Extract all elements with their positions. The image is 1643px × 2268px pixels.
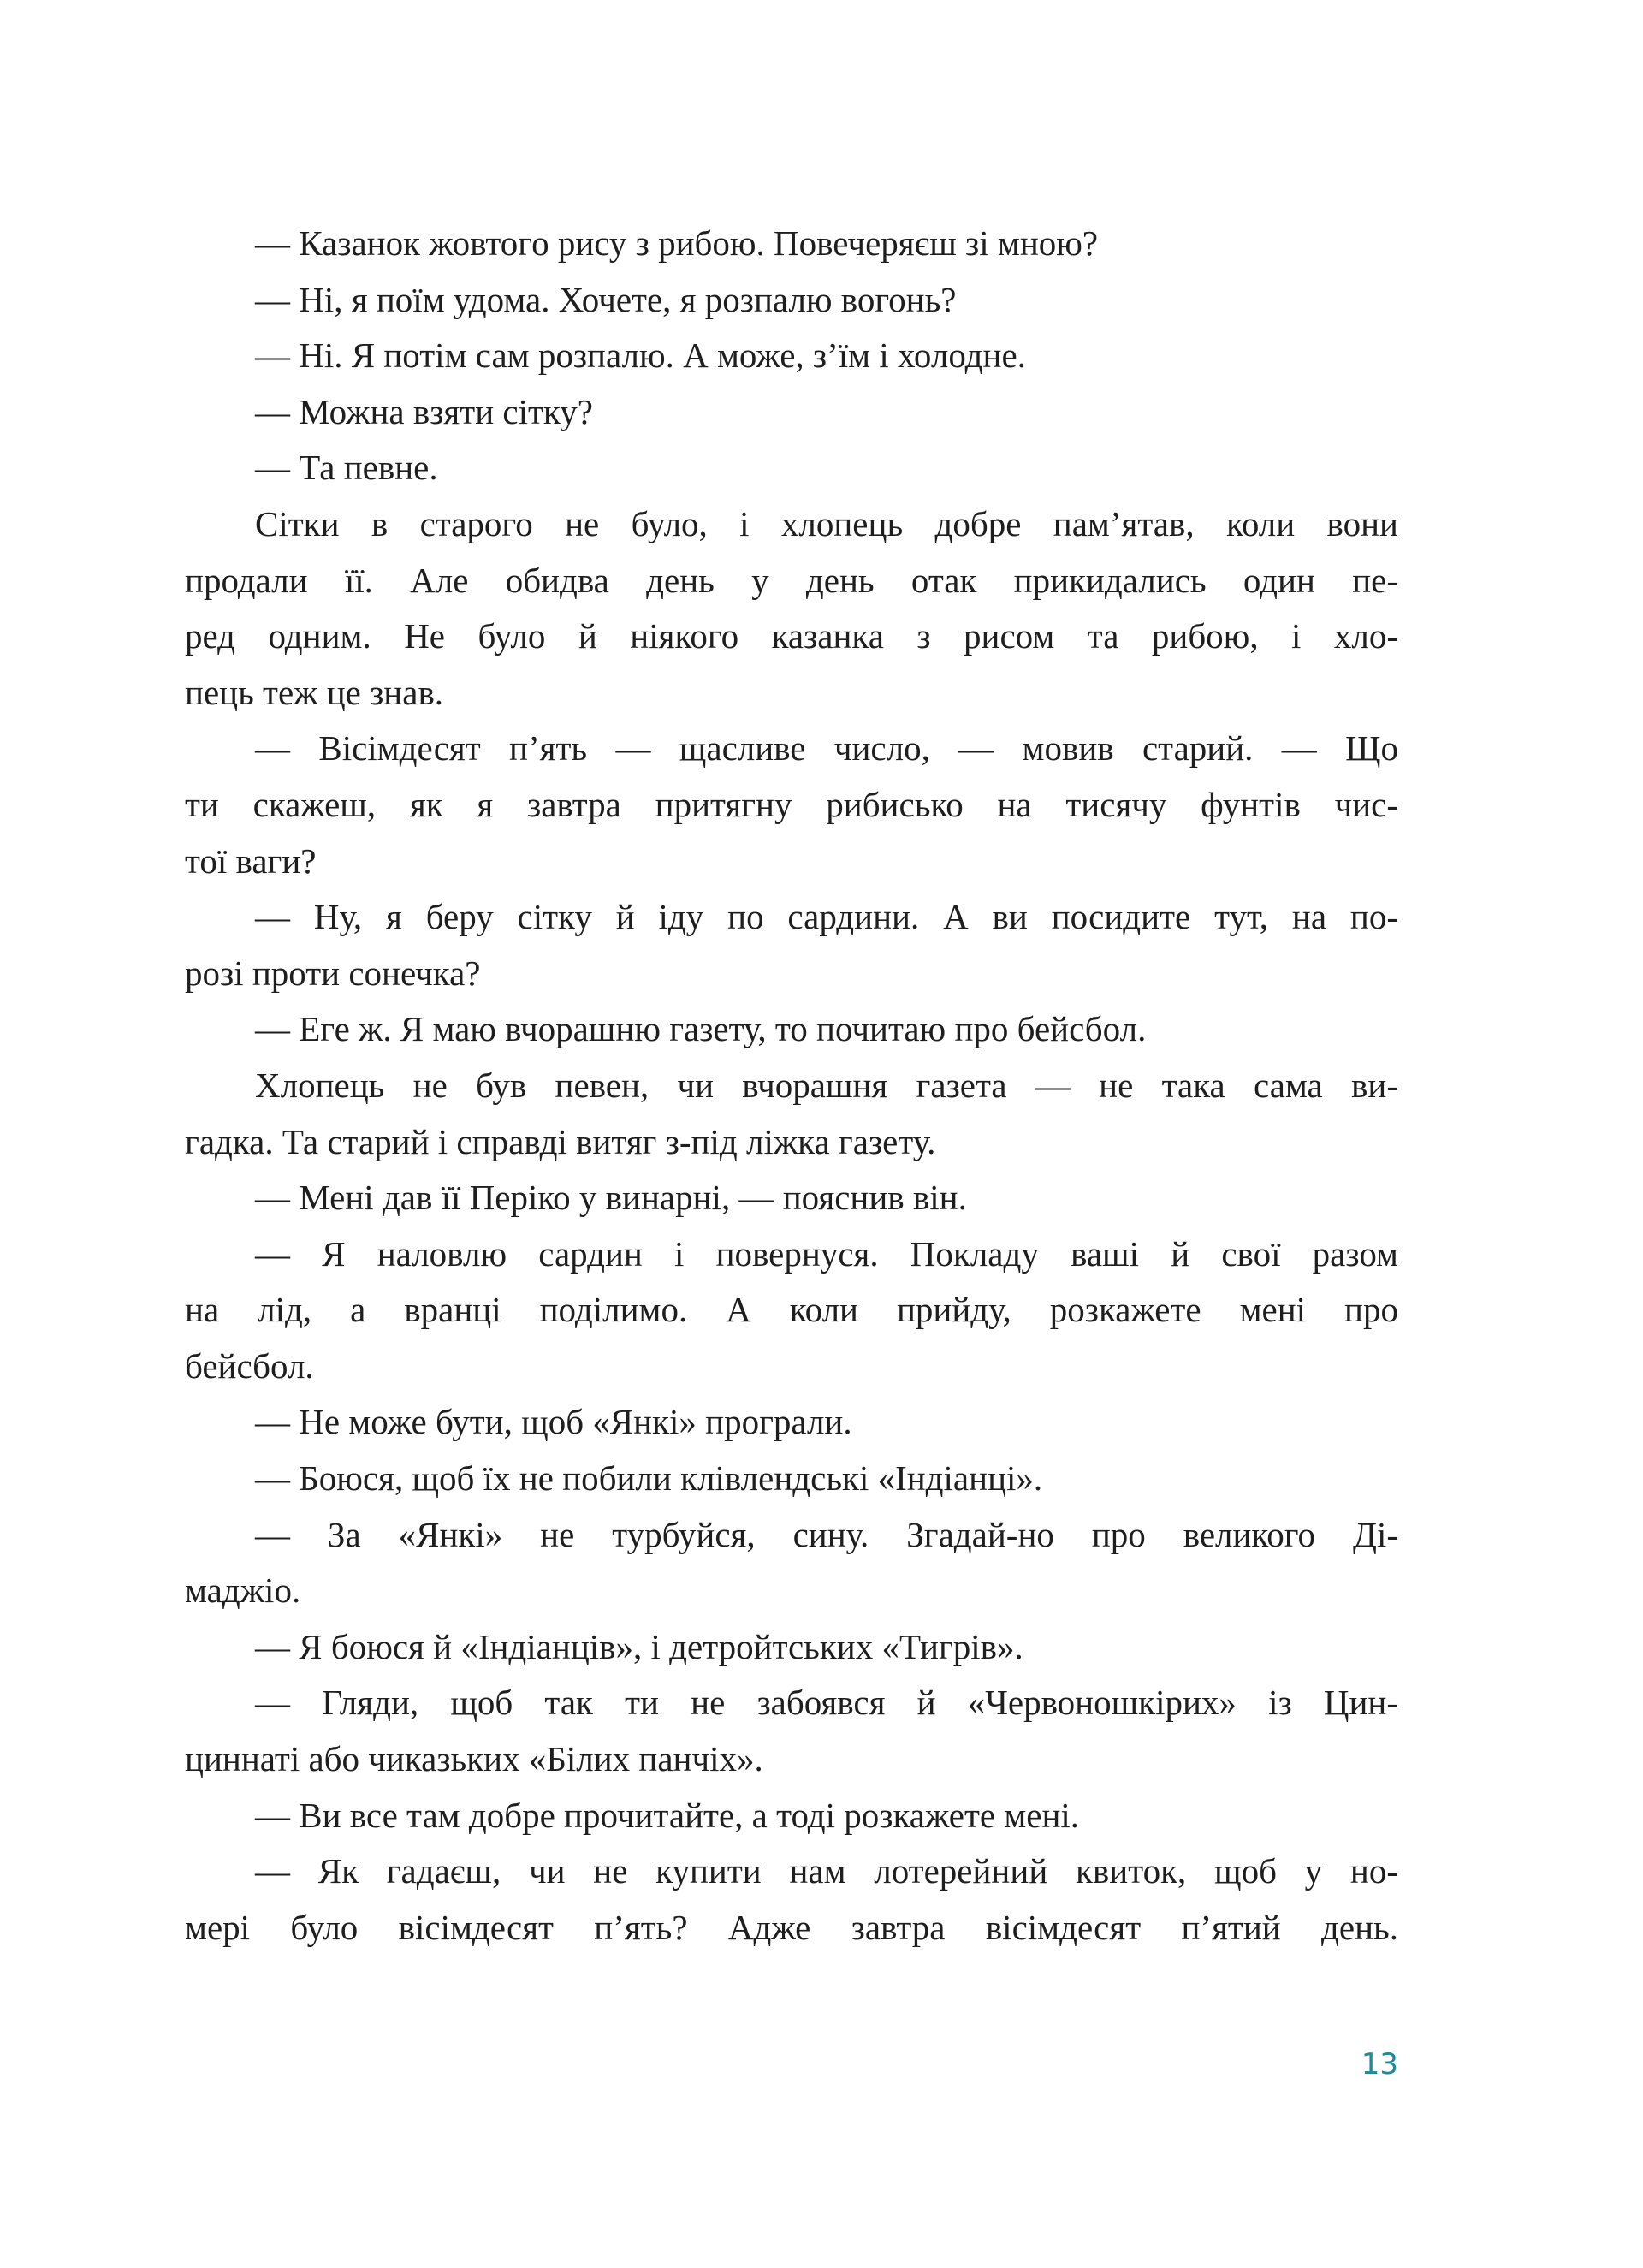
text-line: — Вісімдесят п’ять — щасливе число, — мовив старий. — Що [255,728,1398,769]
text-line: ред одним. Не було й ніякого казанка з рисом та рибою, і хло- [185,616,1398,656]
text-line: пець теж це знав. [185,672,444,712]
text-line: — Боюся, щоб їх не побили клівлендські «Індіанці». [255,1458,1043,1499]
text-line: — Я боюся й «Індіанців», і детройтських «Тигрів». [255,1626,1023,1666]
text-line: мері було вісімдесят п’ять? Адже завтра вісімдесят п’ятий день. [185,1907,1398,1947]
page-number: 13 [1361,2047,1398,2081]
text-line: гадка. Та старий і справді витяг з-під ліжка газету. [185,1121,936,1161]
text-line: продали її. Але обидва день у день отак прикидались один пе- [185,560,1398,600]
text-line: Сітки в старого не було, і хлопець добре пам’ятав, коли вони [255,503,1398,543]
text-line: — Ні, я поїм удома. Хочете, я розпалю вогонь? [255,279,957,319]
text-line: — Мені дав її Періко у винарні, — пояснив він. [255,1178,967,1218]
text-line: — Не може бути, щоб «Янкі» програли. [255,1402,852,1442]
text-line: — Як гадаєш, чи не купити нам лотерейний квиток, щоб у но- [255,1851,1398,1891]
page-body-text [185,216,1398,1956]
text-line: циннаті або чиказьких «Білих панчіх». [185,1739,763,1779]
text-line: бейсбол. [185,1345,314,1386]
text-line: на лід, а вранці поділимо. А коли прийду, розкажете мені про [185,1290,1398,1330]
text-line: — Казанок жовтого рису з рибою. Повечеряєш зі мною? [255,223,1099,263]
text-line: — Та певне. [255,448,438,488]
text-line: — Ну, я беру сітку й іду по сардини. А ви посидите тут, на по- [255,897,1398,937]
text-line: — Гляди, щоб так ти не забоявся й «Червоношкірих» із Цин- [255,1683,1398,1723]
text-line: — Ні. Я потім сам розпалю. А може, з’їм і холодне. [255,335,1026,376]
text-line: — Я наловлю сардин і повернуся. Покладу ваші й свої разом [255,1233,1398,1274]
text-line: — За «Янкі» не турбуйся, сину. Згадай-но про великого Ді- [255,1514,1398,1554]
text-line: розі проти сонечка? [185,953,481,993]
text-line: — Можна взяти сітку? [255,391,593,431]
text-line: ти скажеш, як я завтра притягну рибисько на тисячу фунтів чис- [185,784,1398,824]
text-line: — Ви все там добре прочитайте, а тоді розкажете мені. [255,1795,1080,1835]
text-line: тої ваги? [185,840,317,881]
text-line: маджіо. [185,1570,301,1611]
text-line: Хлопець не був певен, чи вчорашня газета — не така сама ви- [255,1065,1398,1105]
text-line: — Еге ж. Я маю вчорашню газету, то почитаю про бейсбол. [255,1009,1147,1049]
